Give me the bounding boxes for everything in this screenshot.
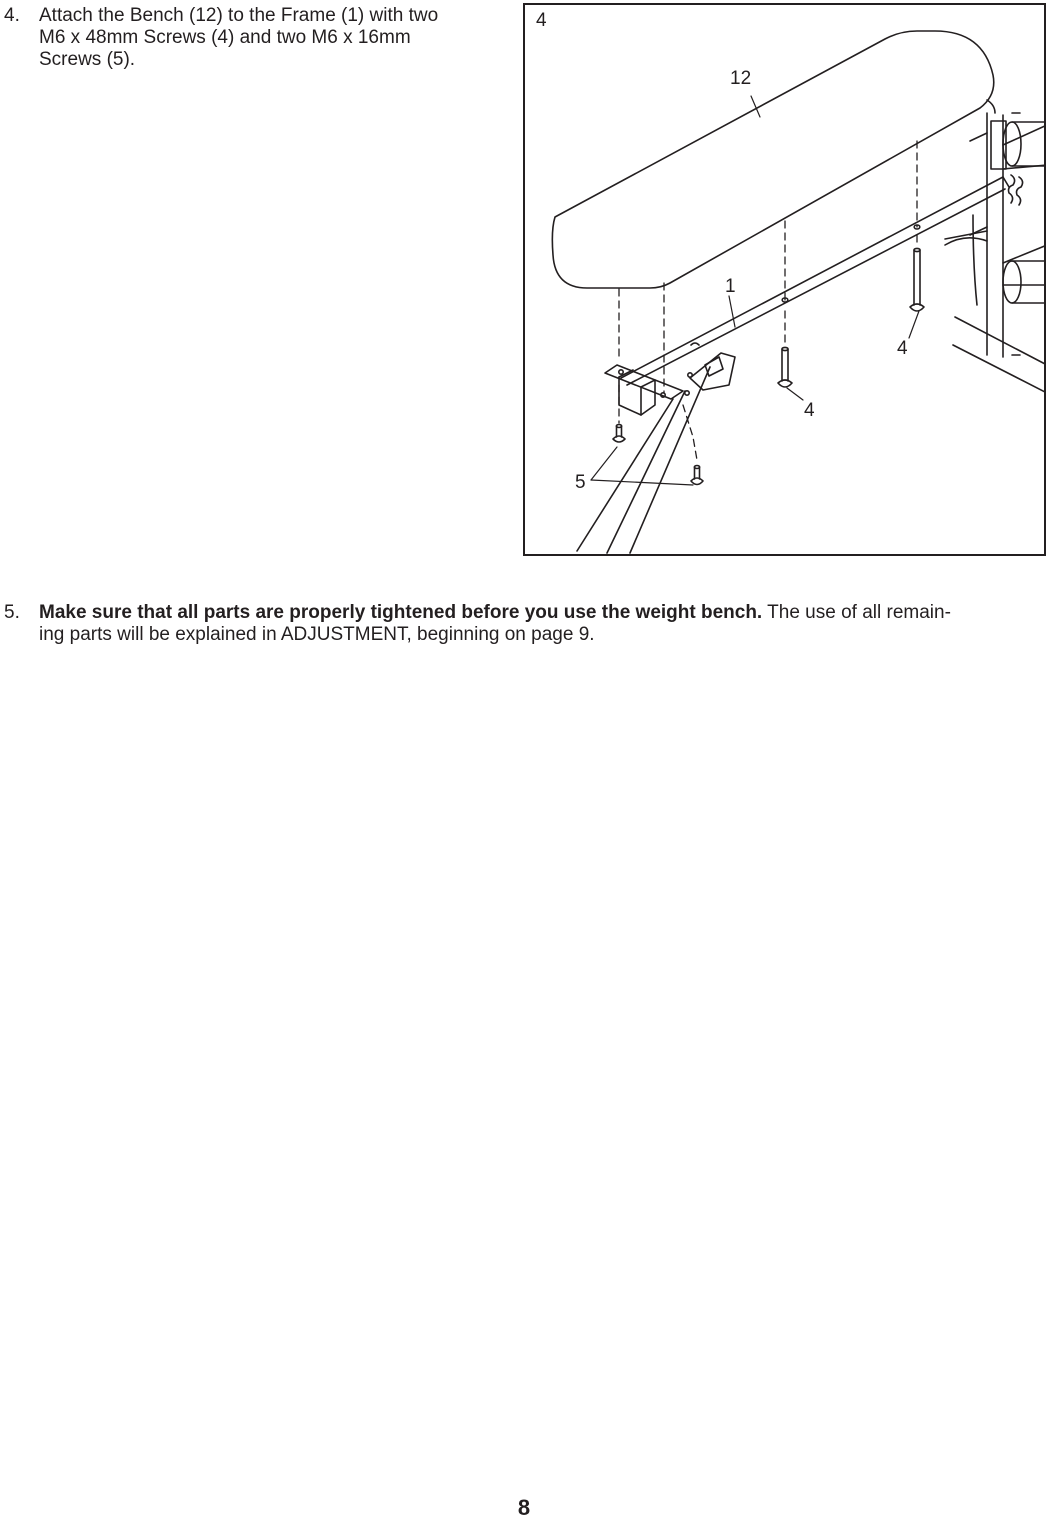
step-5-text [39,602,1044,646]
callout-bench: 12 [730,68,752,89]
short-screw-left [613,425,625,443]
front-bracket-and-leg [577,343,735,553]
step-5-rest-line-1: The use of all remain- [762,602,951,623]
rail-holes [782,225,920,302]
page-number: 8 [517,1495,531,1520]
bench-frame-illustration [525,5,1046,556]
step-4-line-3: Screws (5). [39,49,136,70]
step-4-number: 4. [4,5,20,26]
bench-pad [552,31,993,288]
long-screw-center [778,347,792,387]
callout-frame: 1 [725,276,736,297]
figure-step-label: 4 [536,10,547,31]
roller-assembly [945,100,1046,393]
assembly-figure [523,3,1046,556]
frame-rail [621,177,1009,385]
step-5-line-2: ing parts will be explained in ADJUSTMENT, beginning on page 9. [39,624,595,645]
step-5-bold-text: Make sure that all parts are properly tightened before you use the weight bench. [39,602,763,623]
long-screw-right [910,248,924,311]
callout-long-screw-center: 4 [804,400,815,421]
step-4-text [39,5,489,71]
step-5-line-1 [39,602,1044,624]
leader-lines [591,96,919,485]
step-4-instruction [4,5,494,75]
callout-short-screws: 5 [575,472,586,493]
callout-long-screw-right: 4 [897,338,908,359]
step-5-number: 5. [4,602,20,623]
short-screw-right [691,466,703,485]
step-4-line-1: Attach the Bench (12) to the Frame (1) with two [39,5,439,26]
step-5-instruction [4,602,1044,650]
step-4-line-2: M6 x 48mm Screws (4) and two M6 x 16mm [39,27,411,48]
